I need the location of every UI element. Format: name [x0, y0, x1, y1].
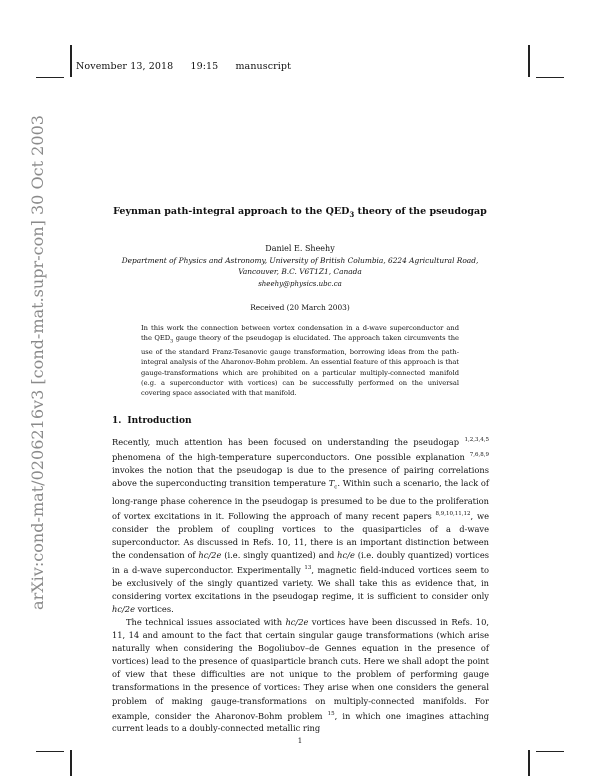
arxiv-stamp-text: arXiv:cond-mat/0206216v3 [cond-mat.supr-con] 30 Oct 2003 — [29, 131, 47, 610]
author-name: Daniel E. Sheehy — [265, 244, 335, 253]
received-date: Received (20 March 2003) — [250, 303, 350, 312]
crop-mark-top-right-vertical — [528, 45, 530, 77]
header-date: November 13, 2018 — [76, 61, 174, 72]
header-time: 19:15 — [190, 61, 219, 72]
crop-mark-top-right-horizontal — [536, 77, 564, 78]
text-run: (i.e. singly quantized) and — [221, 549, 338, 560]
arxiv-identifier-stamp — [29, 115, 47, 610]
crop-mark-bottom-left-vertical — [70, 750, 72, 776]
title-subscript: 3 — [349, 209, 355, 219]
page-number: 1 — [297, 737, 303, 745]
body-text — [112, 434, 489, 736]
text-run: The technical issues associated with — [126, 616, 286, 627]
crop-mark-bottom-right-vertical — [528, 750, 530, 776]
math-expression: hc/e — [337, 549, 355, 560]
paper-title — [112, 206, 488, 219]
crop-mark-bottom-left-horizontal — [36, 751, 64, 752]
author-affiliation — [112, 255, 488, 277]
arxiv-stamp-svg — [29, 115, 47, 610]
math-expression: hc/2e — [198, 549, 222, 560]
crop-mark-top-left-vertical — [70, 45, 72, 77]
paragraph-1 — [112, 434, 489, 616]
affiliation-line-1: Department of Physics and Astronomy, University of British Columbia, 6224 Agricultural Road, — [121, 256, 479, 265]
text-run: . Within such a scenario, the lack of long-range phase coherence in the pseudogap is presumed to be due to the proliferation of vortex excitations in it. Following the approach of many recent papers — [112, 477, 489, 521]
text-run: vortices have been discussed in Refs. 10, 11, 14 and amount to the fact that certain singular gauge transformations (which arise naturally when considering the Bogoliubov–de Gennes equation in the presence of vortices) lead to the presence of quasiparticle branch cuts. Here we shall adopt the point of view that these difficulties are not unique to the problem of performing gauge transformations in the presence of vortices: They arise when one considers the general problem of making gauge-transformations on multiply-connected manifolds. For example, consider the Aharonov-Bohm problem — [112, 616, 490, 721]
section-number: 1. — [112, 416, 122, 426]
abstract-text-1: In this work the connection between vortex condensation in a d-wave superconductor and the QED — [141, 324, 459, 343]
title-main: Feynman path-integral approach to the QED — [113, 206, 350, 217]
section-heading — [112, 416, 192, 426]
text-run: , in which one imagines attaching current leads to a doubly-connected metallic ring — [112, 710, 490, 734]
math-expression: hc/2e — [112, 603, 135, 614]
abstract — [141, 323, 459, 398]
affiliation-line-2: Vancouver, B.C. V6T1Z1, Canada — [238, 267, 362, 276]
paragraph-2 — [112, 616, 489, 736]
citation-superscript: 13 — [304, 564, 312, 571]
crop-mark-bottom-right-horizontal — [536, 751, 564, 752]
title-rest: theory of the pseudogap — [354, 206, 487, 217]
section-title: Introduction — [127, 416, 192, 426]
math-symbol: T — [328, 477, 335, 488]
text-run: vortices. — [134, 603, 174, 614]
text-run: (i.e. doubly quantized) vortices in a d-wave superconductor. Experimentally — [112, 549, 489, 575]
running-header — [76, 61, 305, 72]
math-expression: hc/2e — [285, 616, 309, 627]
abstract-text-2: gauge theory of the pseudogap is elucidated. The approach taken circumvents the use of the standard Franz-Tesanovic gauge transformation, borrowing ideas from the path-integral analysis of the Aharonov-Bohm problem. An essential feature of this approach is that gauge-transformations which are prohibited on a particular multiply-connected manifold (e.g. a superconductor with vortices) can be successfully performed on the universal covering space associated with that manifold. — [141, 334, 459, 398]
citation-superscript: 1,2,3,4,5 — [464, 437, 489, 443]
text-run: phenomena of the high-temperature superconductors. One possible explanation — [112, 451, 470, 462]
text-run: , we consider the problem of coupling vortices to the quasiparticles of a d-wave superconductor. As discussed in Refs. 10, 11, there is an important distinction between the condensation of — [112, 510, 489, 560]
header-label: manuscript — [235, 61, 292, 72]
math-subscript: c — [334, 484, 338, 491]
author-email: sheehy@physics.ubc.ca — [258, 280, 342, 288]
text-run: Recently, much attention has been focused on understanding the pseudogap — [112, 436, 465, 447]
abstract-subscript: 3 — [170, 338, 174, 345]
text-run: invokes the notion that the pseudogap is due to the presence of pairing correlations above the superconducting transition temperature — [112, 464, 489, 488]
citation-superscript: 8,9,10,11,12 — [435, 510, 471, 517]
crop-mark-top-left-horizontal — [36, 77, 64, 78]
citation-superscript: 7,6,8,9 — [469, 451, 489, 458]
citation-superscript: 15 — [327, 710, 335, 717]
text-run: , magnetic field-induced vortices seem to be exclusively of the singly quantized variety. We shall take this as evidence that, in considering vortex excitations in the pseudogap regime, it is sufficient to consider only — [112, 564, 489, 601]
